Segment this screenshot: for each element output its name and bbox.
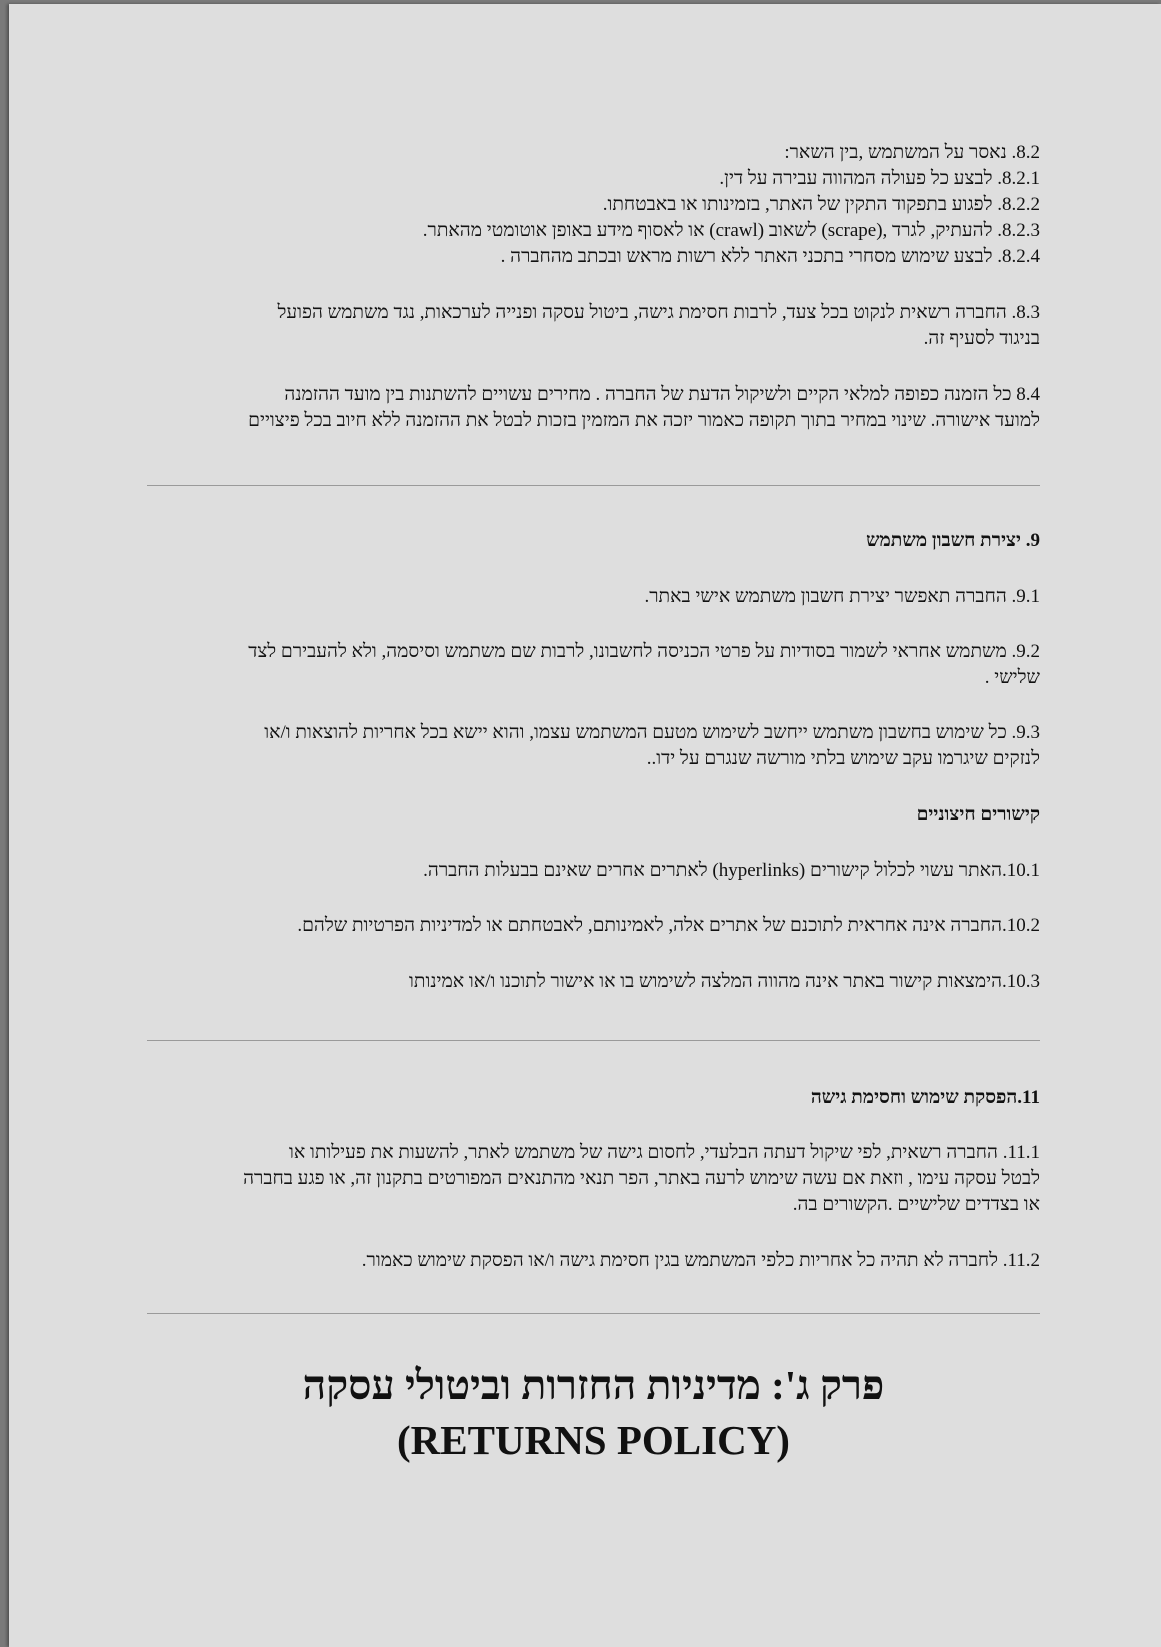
clause-10-2: 10.2.החברה אינה אחראית לתוכנם של אתרים אלה, לאמינותם, לאבטחתם או למדיניות הפרטיות שלהם. [297, 915, 1040, 936]
clause-8-2: 8.2. נאסר על המשתמש ,בין השאר: [784, 142, 1040, 163]
chapter-title: פרק ג': מדיניות החזרות וביטולי עסקה [302, 1362, 885, 1408]
clause-8-4-line2: למועד אישורה. שינוי במחיר בתוך תקופה כאמור יזכה את המזמין בזכות לבטל את ההזמנה ללא חיוב בכל פיצויים [248, 410, 1040, 431]
clause-8-3-line2: בניגוד לסעיף זה. [923, 328, 1040, 349]
clause-9-1: 9.1. החברה תאפשר יצירת חשבון משתמש אישי באתר. [644, 586, 1040, 607]
clause-9-2-line2: שלישי . [984, 667, 1040, 688]
clause-9-3-line2: לנזקים שיגרמו עקב שימוש בלתי מורשה שנגרם על ידו.. [646, 748, 1040, 769]
chapter-subtitle: (RETURNS POLICY) [397, 1417, 790, 1463]
clause-8-4-line1: 8.4 כל הזמנה כפופה למלאי הקיים ולשיקול הדעת של החברה . מחירים עשויים להשתנות בין מועד ההזמנה [284, 384, 1040, 405]
clause-8-3-line1: 8.3. החברה רשאית לנקוט בכל צעד, לרבות חסימת גישה, ביטול עסקה ופנייה לערכאות, נגד משתמש הפועל [277, 302, 1040, 323]
clause-9-3-line1: 9.3. כל שימוש בחשבון משתמש ייחשב לשימוש מטעם המשתמש עצמו, והוא יישא בכל אחריות להוצאות ו/או [264, 722, 1040, 743]
clause-10-3: 10.3.הימצאות קישור באתר אינה מהווה המלצה לשימוש בו או אישור לתוכנו ו/או אמינותו [409, 971, 1040, 992]
clause-8-2-3: 8.2.3. להעתיק, לגרד ,(scrape) לשאוב (crawl) או לאסוף מידע באופן אוטומטי מהאתר. [422, 220, 1040, 241]
section-11 [147, 4, 1040, 1284]
clause-8-2-4: 8.2.4. לבצע שימוש מסחרי בתכני האתר ללא רשות מראש ובכתב מהחברה . [500, 246, 1040, 267]
clause-8-2-2: 8.2.2. לפגוע בתפקוד התקין של האתר, בזמינותו או באבטחתו. [602, 194, 1040, 215]
clause-11-1-line3: או בצדדים שלישיים .הקשורים בה. [792, 1194, 1040, 1215]
clause-10-1: 10.1.האתר עשוי לכלול קישורים (hyperlinks) לאתרים אחרים שאינם בבעלות החברה. [423, 860, 1040, 881]
clause-9-2-line1: 9.2. משתמש אחראי לשמור בסודיות על פרטי הכניסה לחשבונו, לרבות שם משתמש וסיסמה, ולא להעבירם לצד [248, 641, 1040, 662]
section-10-heading: קישורים חיצוניים [916, 804, 1040, 825]
divider-3 [147, 1313, 1040, 1314]
section-11-heading: 11.הפסקת שימוש וחסימת גישה [810, 1087, 1040, 1108]
clause-8-2-1: 8.2.1. לבצע כל פעולה המהווה עבירה על דין. [719, 168, 1040, 189]
document-page [9, 4, 1161, 1647]
clause-11-1-line1: 11.1. החברה רשאית, לפי שיקול דעתה הבלעדי, לחסום גישה של משתמש לאתר, להשעות את פעילותו או [288, 1142, 1040, 1163]
clause-11-2: 11.2. לחברה לא תהיה כל אחריות כלפי המשתמש בגין חסימת גישה ו/או הפסקת שימוש כאמור. [361, 1250, 1040, 1271]
clause-11-1-line2: לבטל עסקה עימו , וזאת אם עשה שימוש לרעה באתר, הפר תנאי מהתנאים המפורטים בתקנון זה, או פגע בחברה [243, 1168, 1040, 1189]
section-9-heading: 9. יצירת חשבון משתמש [866, 530, 1040, 551]
